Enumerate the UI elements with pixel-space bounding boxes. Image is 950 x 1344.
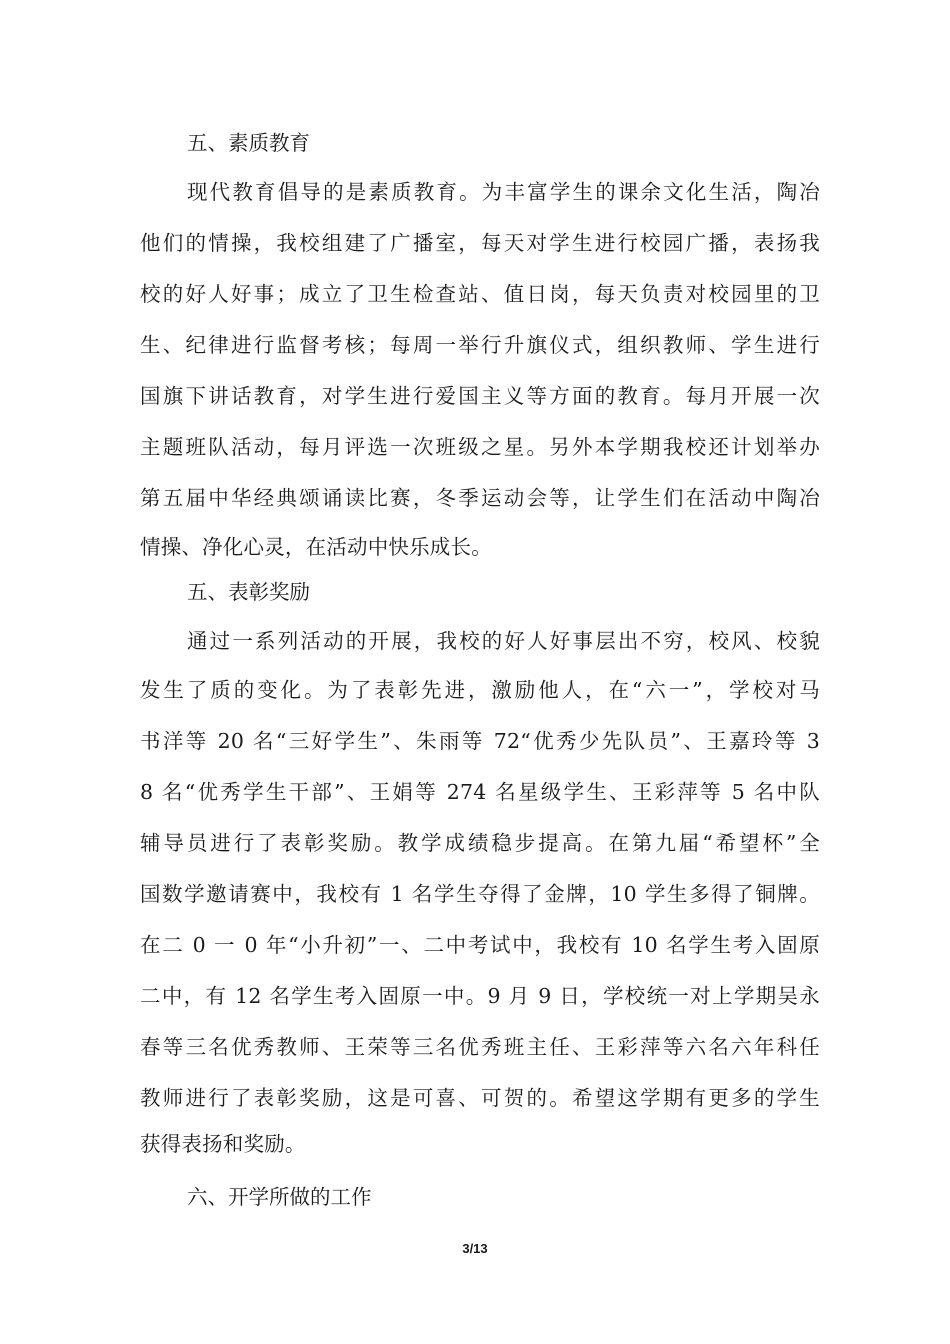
section-heading: 五、素质教育 xyxy=(187,131,310,155)
section-heading: 五、表彰奖励 xyxy=(187,580,310,604)
paragraph-line: 获得表扬和奖励。 xyxy=(140,1132,306,1156)
paragraph-line: 第五届中华经典颂诵读比赛，冬季运动会等，让学生们在活动中陶冶 xyxy=(140,486,820,510)
section-heading: 六、开学所做的工作 xyxy=(187,1185,372,1209)
paragraph-line: 国旗下讲话教育，对学生进行爱国主义等方面的教育。每月开展一次 xyxy=(140,384,820,408)
paragraph-line: 春等三名优秀教师、王荣等三名优秀班主任、王彩萍等六名六年科任 xyxy=(140,1035,820,1059)
paragraph-line: 二中，有 12 名学生考入固原一中。9 月 9 日，学校统一对上学期吴永 xyxy=(140,984,820,1008)
paragraph-line: 主题班队活动，每月评选一次班级之星。另外本学期我校还计划举办 xyxy=(140,435,820,459)
paragraph-line: 校的好人好事；成立了卫生检查站、值日岗，每天负责对校园里的卫 xyxy=(140,282,820,306)
paragraph-line: 书洋等 20 名“三好学生”、朱雨等 72“优秀少先队员”、王嘉玲等 3 xyxy=(140,729,820,753)
paragraph-line: 教师进行了表彰奖励，这是可喜、可贺的。希望这学期有更多的学生 xyxy=(140,1086,820,1110)
paragraph-line: 通过一系列活动的开展，我校的好人好事层出不穷，校风、校貌 xyxy=(187,629,820,653)
paragraph-line: 国数学邀请赛中，我校有 1 名学生夺得了金牌，10 学生多得了铜牌。 xyxy=(140,882,820,906)
paragraph-line: 情操、净化心灵，在活动中快乐成长。 xyxy=(140,535,492,559)
paragraph-line: 发生了质的变化。为了表彰先进，激励他人，在“六一”，学校对马 xyxy=(140,678,820,702)
paragraph-line: 8 名“优秀学生干部”、王娟等 274 名星级学生、王彩萍等 5 名中队 xyxy=(140,780,820,804)
paragraph-line: 生、纪律进行监督考核；每周一举行升旗仪式，组织教师、学生进行 xyxy=(140,333,820,357)
paragraph-line: 他们的情操，我校组建了广播室，每天对学生进行校园广播，表扬我 xyxy=(140,231,820,255)
page-number: 3/13 xyxy=(462,1241,488,1256)
paragraph-line: 辅导员进行了表彰奖励。教学成绩稳步提高。在第九届“希望杯”全 xyxy=(140,831,820,855)
paragraph-line: 现代教育倡导的是素质教育。为丰富学生的课余文化生活，陶冶 xyxy=(187,180,820,204)
paragraph-line: 在二 0 一 0 年“小升初”一、二中考试中，我校有 10 名学生考入固原 xyxy=(140,933,820,957)
